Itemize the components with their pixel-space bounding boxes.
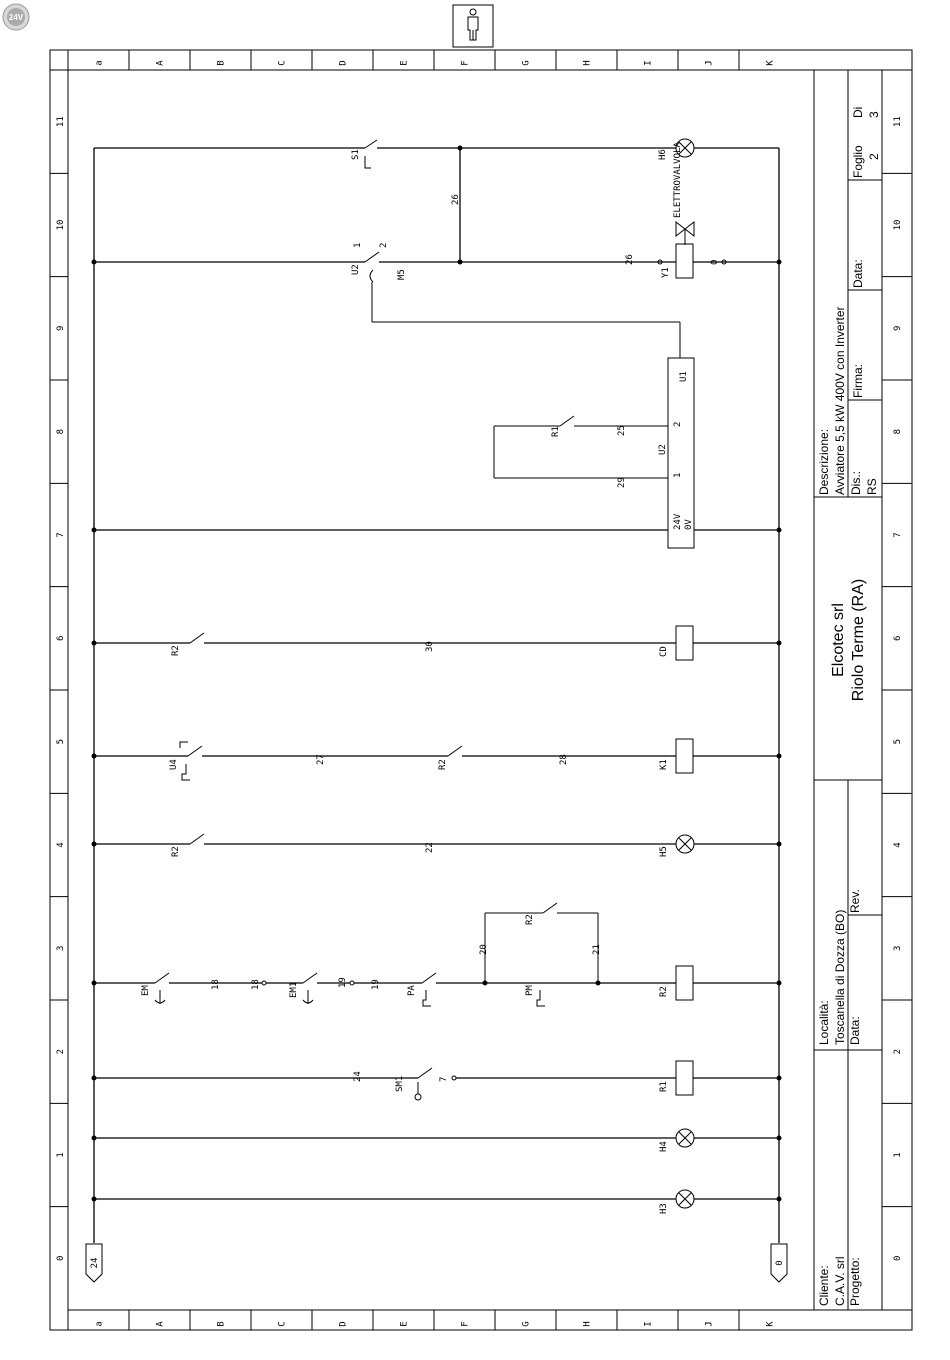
- lamp-h5-label: H5: [659, 846, 669, 857]
- grid-letter-bottom-11: K: [765, 1321, 776, 1327]
- pin2-label: 2: [379, 242, 389, 248]
- lamp-h6-label: H6: [658, 149, 668, 160]
- localita-value: Toscanella di Dozza (BO): [833, 909, 847, 1045]
- contact-r1-label: R1: [551, 426, 561, 437]
- grid-letter-top-11: K: [765, 60, 776, 66]
- wire-25-label: 25: [617, 425, 627, 436]
- rung-4: [92, 834, 782, 857]
- grid-number-left-2: 2: [56, 1048, 66, 1055]
- progetto-label: Progetto:: [848, 1257, 862, 1306]
- lamp-h4-label: H4: [659, 1141, 669, 1152]
- grid-number-left-4: 4: [56, 842, 66, 848]
- grid-letter-bottom-10: J: [704, 1321, 715, 1327]
- module-pin-2-label: 2: [673, 421, 683, 427]
- grid-number-right-10: 10: [893, 219, 903, 231]
- grid-number-left-0: 0: [56, 1255, 66, 1262]
- module-24v-label: 24V: [673, 513, 683, 530]
- foglio-value: 2: [867, 153, 881, 160]
- grid-letter-top-6: F: [460, 60, 471, 66]
- module-0v-label: 0V: [684, 519, 694, 530]
- grid-number-left-5: 5: [56, 738, 66, 745]
- emergency-em1-label: EM1: [289, 981, 299, 998]
- grid-letter-top-5: E: [399, 60, 410, 66]
- company-city: Riolo Terme (RA): [850, 578, 867, 702]
- wire-26b-label: 26: [625, 254, 635, 265]
- coil-y1-label: Y1: [661, 267, 671, 278]
- grid-letter-top-9: I: [643, 60, 654, 66]
- grid-letter-bottom-1: A: [155, 1321, 166, 1327]
- grid-number-left-3: 3: [56, 945, 66, 952]
- rung-1: [92, 1061, 782, 1100]
- contact-r2c-label: R2: [171, 846, 181, 857]
- grid-number-left-10: 10: [56, 219, 66, 231]
- localita-label: Località:: [817, 1000, 831, 1045]
- grid-letter-bottom-4: D: [338, 1321, 349, 1327]
- wire-7-label: 7: [439, 1076, 449, 1082]
- logo-badge: [3, 4, 29, 30]
- grid-letter-bottom-5: E: [399, 1321, 410, 1327]
- wire-18b-label: 18: [251, 979, 261, 990]
- grid-letter-bottom-2: B: [216, 1321, 227, 1327]
- rung-0a: [92, 1190, 782, 1214]
- thermal-u4-label: U4: [169, 759, 179, 770]
- module-pin-1-label: 1: [673, 472, 683, 478]
- wire-30-label: 30: [425, 641, 435, 652]
- wire-20-label: 20: [479, 944, 489, 955]
- rev-label: Rev.: [848, 889, 862, 913]
- emergency-em-label: EM: [141, 985, 151, 996]
- module-u2-label: U2: [658, 444, 668, 455]
- wire-29-label: 29: [617, 477, 627, 488]
- grid-letter-top-10: J: [704, 60, 715, 66]
- title-block: [814, 70, 882, 1310]
- grid-letter-top-0: a: [94, 60, 105, 66]
- di-value: 3: [867, 111, 881, 118]
- wire-27-label: 27: [316, 754, 326, 765]
- grid-letter-bottom-9: I: [643, 1321, 654, 1327]
- grid-letter-bottom-6: F: [460, 1321, 471, 1327]
- module-u1-label: U1: [679, 371, 689, 382]
- coil-cd-icon: [676, 626, 693, 660]
- grid-number-right-3: 3: [893, 945, 903, 952]
- grid-number-right-0: 0: [893, 1255, 903, 1262]
- rung-5: [92, 739, 782, 780]
- terminal-24-label: 24: [90, 1257, 100, 1269]
- wire-18a-label: 18: [211, 979, 221, 990]
- lamp-h3-label: H3: [659, 1203, 669, 1214]
- data2-label: Data:: [848, 1016, 862, 1045]
- pin1-label: 1: [353, 242, 363, 248]
- firma-label: Firma:: [851, 364, 865, 398]
- solenoid-valve-icon: [676, 222, 694, 245]
- cliente-value: C.A.V. srl: [833, 1256, 847, 1306]
- coil-r1-label: R1: [659, 1081, 669, 1092]
- switch-sm1-label: SM1: [395, 1075, 405, 1092]
- grid-number-left-7: 7: [56, 532, 66, 538]
- dis-value: RS: [865, 478, 879, 495]
- wire-19b-label: 19: [371, 979, 381, 990]
- grid-number-right-2: 2: [893, 1048, 903, 1055]
- person-icon: [453, 5, 493, 47]
- coil-cd-label: CD: [659, 646, 669, 657]
- contact-r2-label: R2: [171, 645, 181, 656]
- selfhold-r2-label: R2: [525, 914, 535, 925]
- grid-number-right-9: 9: [893, 325, 903, 332]
- di-label: Di: [851, 106, 865, 118]
- grid-number-left-9: 9: [56, 325, 66, 332]
- contact-u2-label: U2: [351, 264, 361, 275]
- grid-letter-bottom-7: G: [521, 1321, 532, 1327]
- contact-r2b-label: R2: [438, 759, 448, 770]
- cliente-label: Cliente:: [817, 1265, 831, 1306]
- grid-letter-top-4: D: [338, 60, 349, 66]
- grid-number-right-8: 8: [893, 428, 903, 435]
- grid-number-left-6: 6: [56, 635, 66, 642]
- wire-22-label: 22: [425, 842, 435, 853]
- rung-10: [92, 243, 782, 358]
- descr-label: Descrizione:: [817, 428, 831, 495]
- grid-letter-bottom-8: H: [582, 1321, 593, 1327]
- contact-m5-label: M5: [397, 269, 407, 280]
- company-name: Elcotec srl: [830, 603, 847, 677]
- coil-y1-icon: [676, 244, 693, 278]
- rung-0b: [92, 1129, 782, 1152]
- grid-letter-top-1: A: [155, 60, 166, 66]
- dis-label: Dis.:: [849, 471, 863, 495]
- grid-number-right-6: 6: [893, 635, 903, 642]
- coil-k1-icon: [676, 739, 693, 773]
- grid-number-right-5: 5: [893, 738, 903, 745]
- valve-label: ELETTROVALVOLA: [673, 142, 683, 218]
- coil-r2-icon: [676, 966, 693, 1000]
- grid-letter-top-8: H: [582, 60, 593, 66]
- rung-2: [92, 903, 782, 1006]
- lamp-h5-icon: [676, 835, 694, 853]
- module-u1: [494, 358, 694, 548]
- rung-6: [92, 626, 782, 660]
- data-label: Data:: [851, 259, 865, 288]
- lamp-h3-icon: [676, 1190, 694, 1208]
- grid-letter-top-3: C: [277, 60, 288, 66]
- terminal-24: [86, 1244, 102, 1282]
- wire-28-label: 28: [559, 754, 569, 765]
- inner-frame: [68, 70, 912, 1310]
- grid-number-right-1: 1: [893, 1152, 903, 1158]
- coil-r1-icon: [676, 1061, 693, 1095]
- coil-r2-label: R2: [659, 986, 669, 997]
- lamp-h4-icon: [676, 1129, 694, 1147]
- wire-26-label: 26: [451, 194, 461, 205]
- terminal-0: [771, 1244, 787, 1282]
- button-pa-label: PA: [407, 985, 417, 996]
- wire-21-label: 21: [592, 944, 602, 955]
- grid-letter-bottom-0: a: [94, 1321, 105, 1327]
- wire-24-label: 24: [353, 1071, 363, 1082]
- terminal-0-label: 0: [775, 1260, 785, 1266]
- coil-k1-label: K1: [659, 759, 669, 770]
- grid-number-left-8: 8: [56, 428, 66, 435]
- button-pm-label: PM: [525, 985, 535, 996]
- grid-letter-top-7: G: [521, 60, 532, 66]
- logo-text: 24V: [8, 13, 24, 22]
- grid-number-right-4: 4: [893, 842, 903, 848]
- wire-19a-label: 19: [338, 977, 348, 988]
- grid-number-right-11: 11: [893, 116, 903, 128]
- wire-0-label: 0: [710, 259, 720, 265]
- switch-s1-label: S1: [351, 149, 361, 160]
- grid-letter-top-2: B: [216, 60, 227, 66]
- foglio-label: Foglio: [851, 145, 865, 178]
- grid-number-left-11: 11: [56, 116, 66, 128]
- grid-letter-bottom-3: C: [277, 1321, 288, 1327]
- descr-value: Avviatore 5,5 kW 400V con Inverter: [833, 306, 847, 495]
- grid-number-left-1: 1: [56, 1152, 66, 1158]
- grid-number-right-7: 7: [893, 532, 903, 538]
